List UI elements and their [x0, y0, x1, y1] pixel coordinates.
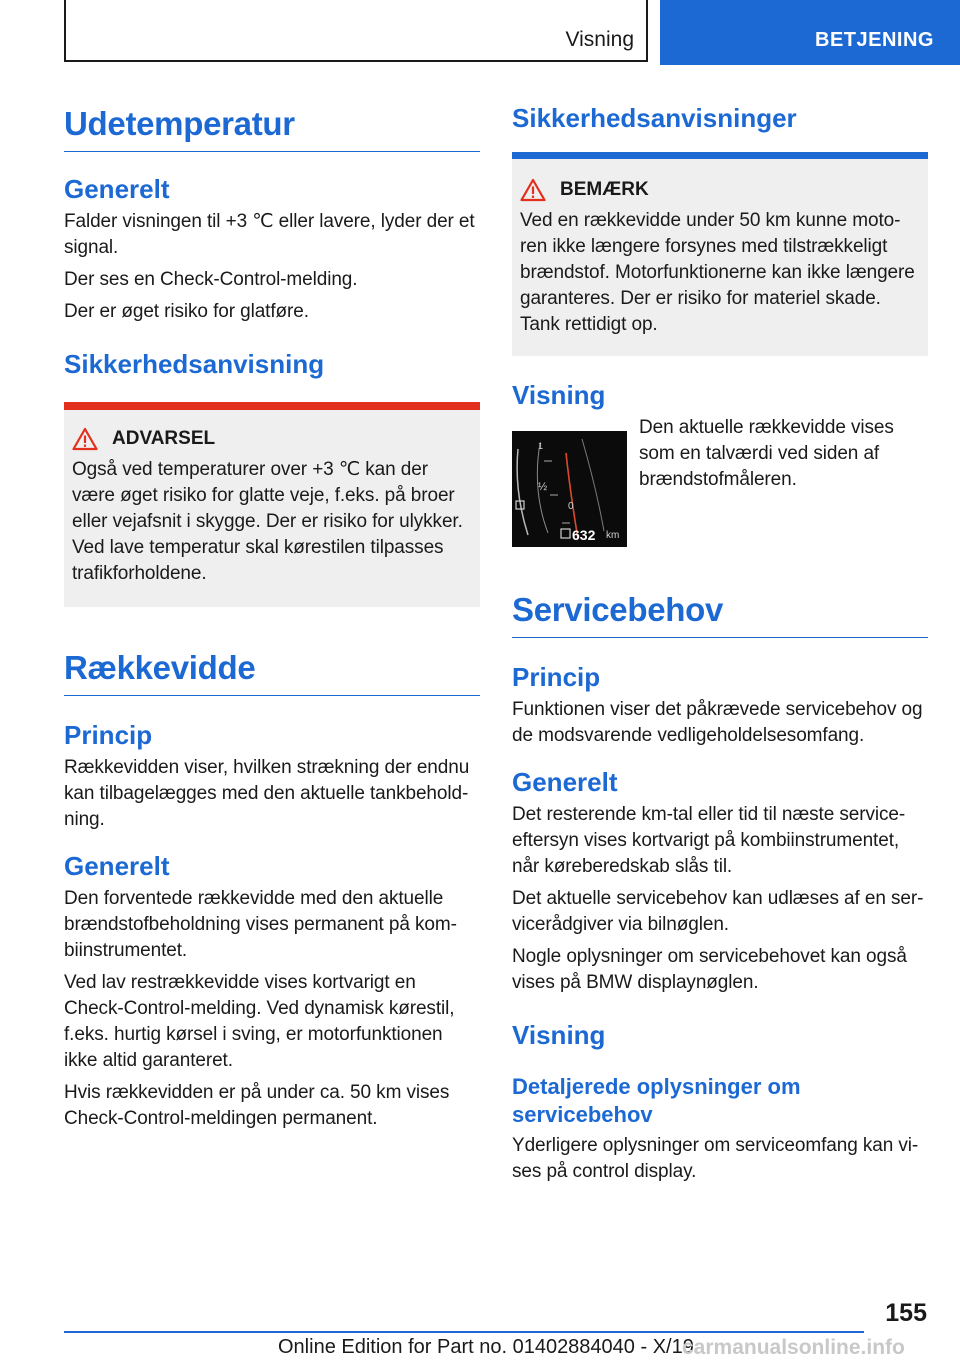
service-general-heading: Generelt [512, 767, 618, 797]
caution-triangle-icon [520, 178, 546, 202]
safety-heading: Sikkerhedsanvisning [64, 349, 325, 379]
watermark-text: carmanualsonline.info [682, 1336, 905, 1359]
warning-callout [64, 402, 480, 607]
service-general-paragraph-1: Det resterende km-tal eller tid til næste serviceeftersyn vises kortvarigt på kombiinstrumentet, når køreberedskab slås til. [512, 804, 906, 877]
general-paragraph-3: Der er øget risiko for glatføre. [64, 301, 309, 322]
warning-header [64, 410, 480, 451]
note-header [512, 159, 928, 202]
service-principle-text: Funktionen viser det påkrævede servicebehov og de modsvarende vedligeholdelsesomfang. [512, 699, 923, 746]
header-chapter-label: BETJENING [815, 29, 934, 51]
safety-notes-heading: Sikkerhedsanvisninger [512, 103, 797, 133]
gauge-range-unit: km [606, 530, 620, 541]
header-chapter-tab [660, 0, 960, 65]
left-column [64, 95, 480, 1132]
service-general-paragraph-2: Det aktuelle servicebehov kan udlæses af en servicerådgiver via bilnøglen. [512, 888, 924, 935]
general2-paragraph-2: Ved lav restrækkevidde vises kortvarigt en Check-Control-melding. Ved dynamisk kørestil, f.eks. hurtig kørsel i sving, er motorfunktionen ikke altid garanteret. [64, 972, 455, 1071]
gauge-mark-half: ½ [538, 481, 548, 493]
display-block [512, 415, 928, 547]
display-heading: Visning [512, 380, 606, 410]
general-heading: Generelt [64, 174, 170, 204]
warning-text: Også ved temperaturer over +3 ℃ kan der være øget risiko for glatte veje, f.eks. på broer eller vejafsnit i skygge. Der er risiko for ulykker. Ved lave temperatur skal kørestilen tilpasses trafikforholdene. [72, 459, 463, 584]
service-heading: Servicebehov [512, 591, 928, 638]
note-text: Ved en rækkevidde under 50 km kunne motoren ikke længere forsynes med tilstrækkeligt brændstof. Motorfunktionerne kan ikke længere garanteres. Der er risiko for materiel skade. Tank rettidigt op. [520, 210, 915, 335]
footer-edition-text: Online Edition for Part no. 01402884040 - X/19 [278, 1336, 694, 1358]
note-callout [512, 152, 928, 356]
gauge-range-value: 632 [572, 527, 596, 543]
warning-triangle-icon [72, 427, 98, 451]
right-column [512, 95, 928, 1185]
note-label: BEMÆRK [560, 179, 649, 200]
detailed-info-heading: Detaljerede oplysninger om servicebehov [512, 1074, 801, 1127]
gauge-mark-0: 0 [568, 501, 574, 512]
fuel-gauge-image [512, 431, 627, 547]
service-principle-heading: Princip [512, 662, 601, 692]
general-paragraph-2: Der ses en Check-Control-melding. [64, 269, 358, 290]
principle-heading: Princip [64, 720, 153, 750]
service-display-heading: Visning [512, 1020, 606, 1050]
page-number: 155 [885, 1299, 927, 1327]
outdoor-temperature-heading: Udetemperatur [64, 105, 480, 152]
general-paragraph-1: Falder visningen til +3 ℃ eller lavere, lyder der et signal. [64, 211, 475, 258]
warning-bar [64, 402, 480, 410]
service-general-paragraph-3: Nogle oplysninger om servicebehovet kan også vises på BMW displaynøglen. [512, 946, 907, 993]
general2-paragraph-3: Hvis rækkevidden er på under ca. 50 km vises Check-Control-meldingen permanent. [64, 1082, 450, 1129]
header-section-title: Visning [565, 28, 634, 51]
note-bar [512, 152, 928, 159]
general-heading-2: Generelt [64, 851, 170, 881]
gauge-mark-1: 1 [538, 441, 544, 451]
detailed-info-text: Yderligere oplysninger om serviceomfang kan vises på control display. [512, 1135, 919, 1182]
header-frame [64, 0, 648, 62]
general2-paragraph-1: Den forventede rækkevidde med den aktuelle brændstofbeholdning vises permanent på kombiinstrumentet. [64, 888, 457, 961]
footer-rule [64, 1331, 864, 1333]
display-text: Den aktuelle rækkevidde vises som en talværdi ved siden af brændstofmåleren. [639, 417, 894, 490]
principle-text: Rækkevidden viser, hvilken strækning der endnu kan tilbagelægges med den aktuelle tankbeholdning. [64, 757, 470, 830]
range-heading: Rækkevidde [64, 649, 480, 696]
warning-label: ADVARSEL [112, 428, 216, 449]
